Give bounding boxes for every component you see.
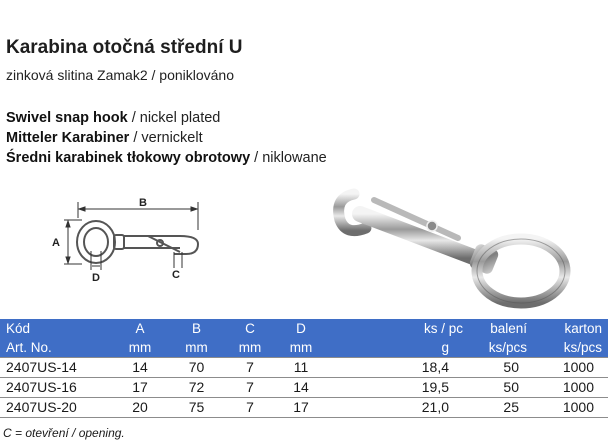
- cell-d: 17: [277, 398, 325, 418]
- specification-table: [0, 319, 608, 418]
- cell-weight: 18,4: [325, 358, 463, 378]
- cell-c: 7: [223, 358, 277, 378]
- col-unit-d: mm: [289, 340, 313, 355]
- cell-carton: 1000: [527, 378, 608, 398]
- cell-weight: 21,0: [325, 398, 463, 418]
- cell-carton: 1000: [527, 398, 608, 418]
- product-title: Karabina otočná střední U: [6, 37, 243, 58]
- footnote: C = otevření / opening.: [3, 426, 125, 440]
- col-unit-code: Art. No.: [6, 340, 52, 355]
- cell-c: 7: [223, 398, 277, 418]
- table-header-row: [0, 338, 608, 358]
- product-photo: [326, 176, 576, 312]
- cell-a: 17: [110, 378, 170, 398]
- diagram-label-d: D: [92, 272, 100, 284]
- table-row: [0, 398, 608, 418]
- col-unit-c: mm: [238, 340, 262, 355]
- col-unit-weight: g: [441, 340, 449, 355]
- table-row: [0, 358, 608, 378]
- cell-code: 2407US-16: [0, 378, 110, 398]
- cell-b: 70: [170, 358, 223, 378]
- col-unit-carton: ks/pcs: [563, 340, 602, 355]
- table-row: [0, 378, 608, 398]
- diagram-label-c: C: [172, 269, 180, 281]
- col-header-weight: ks / pc: [423, 321, 463, 336]
- translation-pl: [6, 150, 327, 166]
- col-unit-a: mm: [128, 340, 152, 355]
- cell-b: 75: [170, 398, 223, 418]
- cell-package: 50: [463, 358, 527, 378]
- col-unit-package: ks/pcs: [488, 340, 527, 355]
- cell-b: 72: [170, 378, 223, 398]
- cell-package: 50: [463, 378, 527, 398]
- cell-c: 7: [223, 378, 277, 398]
- translation-de: [6, 130, 203, 146]
- product-subtitle: zinková slitina Zamak2 / poniklováno: [6, 67, 235, 83]
- translation-en: [6, 110, 220, 126]
- col-header-package: balení: [490, 321, 527, 336]
- diagram-label-a: A: [52, 237, 60, 249]
- translation-name: Swivel snap hook: [6, 110, 128, 126]
- cell-a: 14: [110, 358, 170, 378]
- translation-name: Mitteler Karabiner: [6, 130, 130, 146]
- cell-a: 20: [110, 398, 170, 418]
- col-header-c: C: [245, 321, 255, 336]
- cell-package: 25: [463, 398, 527, 418]
- cell-code: 2407US-20: [0, 398, 110, 418]
- translation-finish: / vernickelt: [129, 130, 203, 146]
- cell-carton: 1000: [527, 358, 608, 378]
- table-header-row: [0, 319, 608, 338]
- diagram-label-b: B: [139, 197, 147, 209]
- cell-weight: 19,5: [325, 378, 463, 398]
- col-header-d: D: [296, 321, 306, 336]
- col-header-carton: karton: [564, 321, 602, 336]
- col-header-a: A: [135, 321, 145, 336]
- col-header-code: Kód: [6, 321, 31, 336]
- translation-name: Średni karabinek tłokowy obrotowy: [6, 150, 251, 166]
- cell-d: 11: [277, 358, 325, 378]
- dimension-diagram: [48, 192, 218, 284]
- cell-d: 14: [277, 378, 325, 398]
- translation-finish: / nickel plated: [127, 110, 221, 126]
- col-unit-b: mm: [185, 340, 208, 355]
- cell-code: 2407US-14: [0, 358, 110, 378]
- translation-finish: / niklowane: [250, 150, 327, 166]
- col-header-b: B: [191, 321, 201, 336]
